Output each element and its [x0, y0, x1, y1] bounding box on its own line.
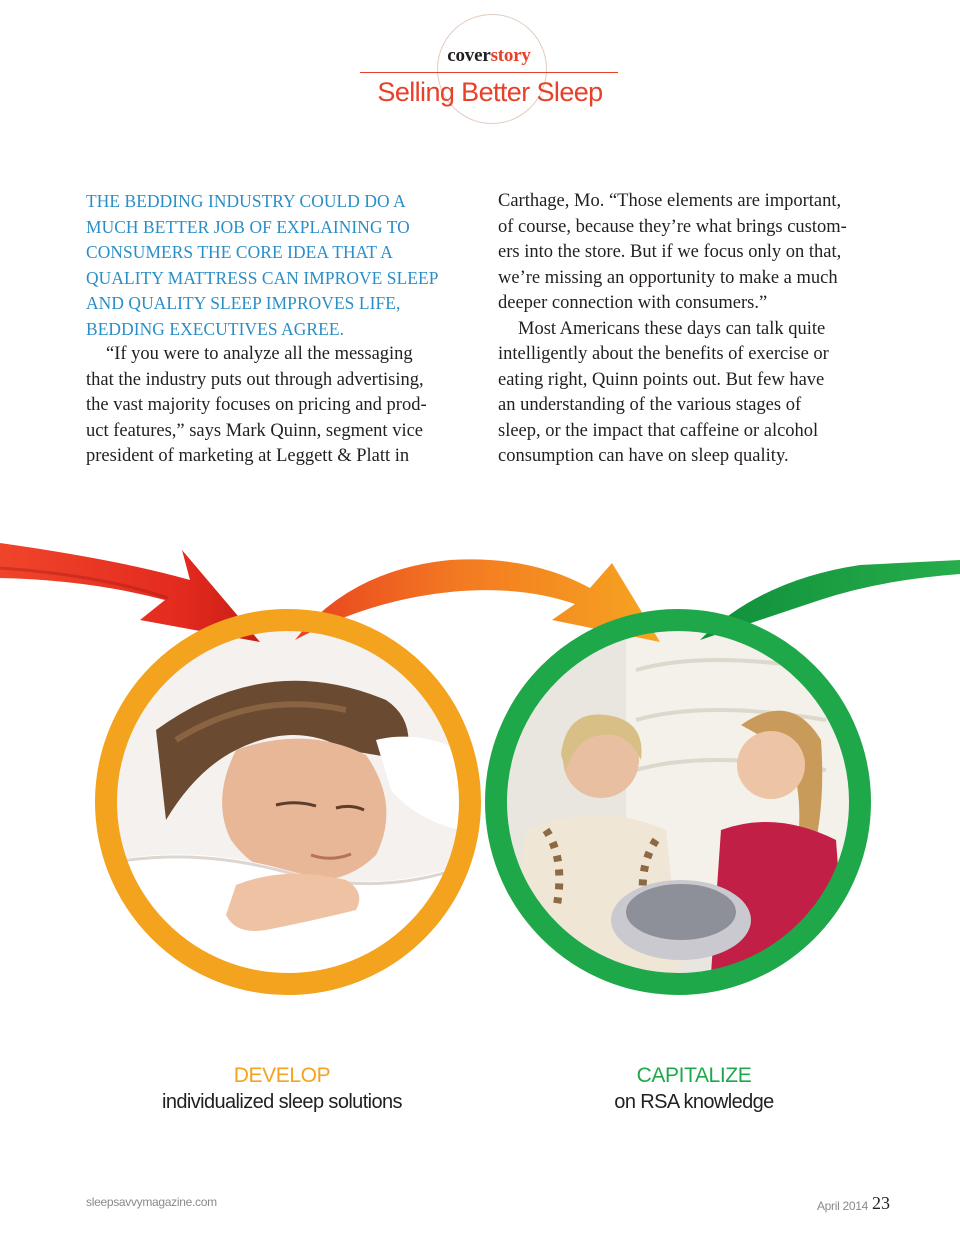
- kicker-story: story: [490, 45, 531, 66]
- article-right-column: [498, 189, 898, 470]
- body-line: president of marketing at Leggett & Platt in: [86, 446, 410, 466]
- lead-line: QUALITY MATTRESS CAN IMPROVE SLEEP: [86, 267, 439, 288]
- body-line: an understanding of the various stages of: [498, 395, 802, 415]
- page-title: Selling Better Sleep: [377, 77, 603, 107]
- body-line: ers into the store. But if we focus only on that,: [498, 242, 842, 262]
- lead-line: AND QUALITY SLEEP IMPROVES LIFE,: [86, 293, 401, 313]
- step-heading-develop: DEVELOP: [233, 1064, 331, 1087]
- kicker-cover: cover: [447, 45, 491, 66]
- article-left-column: [86, 189, 478, 470]
- body-line: Most Americans these days can talk quite: [518, 318, 826, 339]
- body-line: deeper connection with consumers.”: [498, 293, 768, 313]
- body-line: sleep, or the impact that caffeine or alcohol: [498, 420, 819, 441]
- body-line: consumption can have on sleep quality.: [498, 446, 789, 466]
- footer-date: April 2014: [816, 1199, 868, 1213]
- body-line: the vast majority focuses on pricing and prod-: [86, 395, 427, 415]
- section-kicker: [360, 44, 618, 68]
- body-line: we’re missing an opportunity to make a much: [498, 267, 838, 288]
- step-subtext-capitalize: on RSA knowledge: [614, 1091, 774, 1113]
- step-subtext-develop: individualized sleep solutions: [162, 1091, 402, 1113]
- lead-line: CONSUMERS THE CORE IDEA THAT A: [86, 242, 393, 262]
- header-rule: [360, 72, 618, 73]
- body-line: that the industry puts out through advertising,: [86, 369, 424, 390]
- process-graphic: [0, 520, 960, 1080]
- body-line: eating right, Quinn points out. But few have: [498, 369, 825, 390]
- orange-ring: [106, 620, 470, 984]
- body-line: uct features,” says Mark Quinn, segment vice: [86, 420, 424, 441]
- body-line: intelligently about the benefits of exercise or: [498, 344, 829, 364]
- lead-line: THE BEDDING INDUSTRY COULD DO A: [86, 191, 406, 211]
- body-line: of course, because they’re what brings custom-: [498, 216, 847, 237]
- page-number: 23: [872, 1193, 890, 1213]
- lead-line: BEDDING EXECUTIVES AGREE.: [86, 318, 345, 339]
- body-line: Carthage, Mo. “Those elements are important,: [498, 191, 842, 211]
- step-heading-capitalize: CAPITALIZE: [636, 1064, 752, 1087]
- lead-line: MUCH BETTER JOB OF EXPLAINING TO: [86, 216, 410, 237]
- body-line: “If you were to analyze all the messaging: [106, 344, 413, 364]
- footer-url: sleepsavvymagazine.com: [86, 1195, 217, 1209]
- green-ring: [496, 620, 860, 984]
